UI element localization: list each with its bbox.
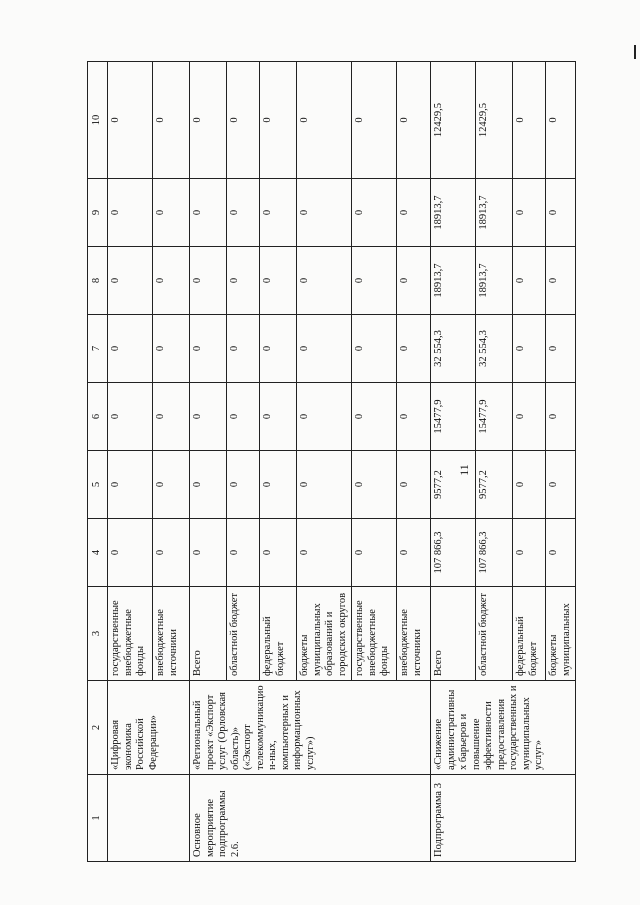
- value-cell: 0: [397, 519, 431, 587]
- value-cell: 0: [513, 519, 546, 587]
- value-cell: 0: [260, 315, 297, 383]
- value-cell: 0: [190, 451, 227, 519]
- program-cell: Основное мероприятие подпрограммы 2.6.: [190, 775, 431, 862]
- value-cell: 0: [260, 451, 297, 519]
- value-cell: 0: [227, 247, 260, 315]
- value-cell: 0: [190, 62, 227, 179]
- header-cell: 6: [88, 383, 108, 451]
- funding-table: [87, 61, 576, 862]
- value-cell: 0: [153, 451, 190, 519]
- value-cell: 0: [190, 315, 227, 383]
- value-cell: 0: [260, 62, 297, 179]
- value-cell: 0: [513, 315, 546, 383]
- header-row: [88, 62, 108, 862]
- value-cell: 0: [546, 62, 576, 179]
- value-cell: 0: [397, 179, 431, 247]
- value-cell: 9577,2: [476, 451, 513, 519]
- value-cell: 0: [297, 247, 352, 315]
- value-cell: 0: [352, 247, 397, 315]
- funding-source-cell: бюджеты муниципальных: [546, 587, 576, 681]
- value-cell: 0: [513, 247, 546, 315]
- value-cell: 0: [352, 62, 397, 179]
- value-cell: 0: [397, 315, 431, 383]
- table-row: [190, 62, 227, 862]
- value-cell: 0: [513, 62, 546, 179]
- program-title-cell: «Снижение административных барьеров и повышение эффективности предоставления государственных и муниципальных услуг»: [431, 681, 576, 775]
- value-cell: 0: [108, 519, 153, 587]
- value-cell: 0: [297, 62, 352, 179]
- value-cell: 0: [108, 179, 153, 247]
- value-cell: 0: [297, 451, 352, 519]
- value-cell: 0: [190, 179, 227, 247]
- funding-source-cell: федеральный бюджет: [513, 587, 546, 681]
- funding-source-cell: Всего: [431, 587, 476, 681]
- header-cell: 2: [88, 681, 108, 775]
- value-cell: 0: [153, 383, 190, 451]
- program-title-cell: «Цифровая экономика Российской Федерации»: [108, 681, 190, 775]
- funding-source-cell: областной бюджет: [227, 587, 260, 681]
- value-cell: 0: [260, 247, 297, 315]
- value-cell: 0: [352, 383, 397, 451]
- value-cell: 0: [108, 62, 153, 179]
- value-cell: 18913,7: [431, 179, 476, 247]
- funding-source-cell: внебюджетные источники: [397, 587, 431, 681]
- value-cell: 0: [153, 247, 190, 315]
- value-cell: 0: [546, 519, 576, 587]
- value-cell: 0: [352, 315, 397, 383]
- value-cell: 15477,9: [476, 383, 513, 451]
- value-cell: 12429,5: [431, 62, 476, 179]
- value-cell: 15477,9: [431, 383, 476, 451]
- value-cell: 0: [546, 315, 576, 383]
- value-cell: 0: [297, 383, 352, 451]
- value-cell: 0: [513, 451, 546, 519]
- value-cell: 0: [108, 451, 153, 519]
- program-cell: Подпрограмма 3: [431, 775, 576, 862]
- value-cell: 12429,5: [476, 62, 513, 179]
- header-cell: 1: [88, 775, 108, 862]
- value-cell: 107 866,3: [431, 519, 476, 587]
- header-cell: 5: [88, 451, 108, 519]
- program-title-cell: «Региональный проект «Экспорт услуг (Орловская область)» («Экспорт телекоммуникацион-ных, компьютерных и информационных услуг»): [190, 681, 431, 775]
- value-cell: 9577,2: [431, 451, 476, 519]
- value-cell: 0: [227, 179, 260, 247]
- value-cell: 0: [297, 519, 352, 587]
- value-cell: 107 866,3: [476, 519, 513, 587]
- page-number: 11: [457, 464, 471, 476]
- value-cell: 0: [297, 315, 352, 383]
- value-cell: 32 554,3: [431, 315, 476, 383]
- header-cell: 3: [88, 587, 108, 681]
- header-cell: 8: [88, 247, 108, 315]
- value-cell: 18913,7: [476, 247, 513, 315]
- rotated-table-container: [87, 62, 572, 862]
- table-row: [431, 62, 476, 862]
- value-cell: 0: [260, 519, 297, 587]
- value-cell: 0: [108, 315, 153, 383]
- value-cell: 0: [190, 519, 227, 587]
- value-cell: 0: [190, 247, 227, 315]
- value-cell: 32 554,3: [476, 315, 513, 383]
- funding-source-cell: областной бюджет: [476, 587, 513, 681]
- funding-source-cell: государственные внебюджетные фонды: [352, 587, 397, 681]
- value-cell: 0: [153, 315, 190, 383]
- value-cell: 0: [546, 179, 576, 247]
- value-cell: 18913,7: [431, 247, 476, 315]
- value-cell: 0: [397, 451, 431, 519]
- header-cell: 9: [88, 179, 108, 247]
- value-cell: 0: [397, 62, 431, 179]
- value-cell: 0: [352, 179, 397, 247]
- value-cell: 0: [190, 383, 227, 451]
- value-cell: 0: [352, 519, 397, 587]
- value-cell: 0: [108, 247, 153, 315]
- value-cell: 0: [513, 383, 546, 451]
- value-cell: 0: [260, 383, 297, 451]
- value-cell: 0: [546, 247, 576, 315]
- funding-source-cell: внебюджетные источники: [153, 587, 190, 681]
- value-cell: 0: [546, 383, 576, 451]
- value-cell: 0: [227, 451, 260, 519]
- value-cell: 0: [227, 315, 260, 383]
- funding-source-cell: государственные внебюджетные фонды: [108, 587, 153, 681]
- value-cell: 18913,7: [476, 179, 513, 247]
- value-cell: 0: [227, 383, 260, 451]
- value-cell: 0: [297, 179, 352, 247]
- value-cell: 0: [153, 62, 190, 179]
- value-cell: 0: [397, 247, 431, 315]
- value-cell: 0: [352, 451, 397, 519]
- value-cell: 0: [108, 383, 153, 451]
- value-cell: 0: [153, 519, 190, 587]
- value-cell: 0: [227, 62, 260, 179]
- value-cell: 0: [153, 179, 190, 247]
- program-cell: [108, 775, 190, 862]
- table-row: [108, 62, 153, 862]
- value-cell: 0: [227, 519, 260, 587]
- funding-source-cell: бюджеты муниципальных образований и городских округов: [297, 587, 352, 681]
- funding-source-cell: Всего: [190, 587, 227, 681]
- value-cell: 0: [546, 451, 576, 519]
- header-cell: 4: [88, 519, 108, 587]
- funding-source-cell: федеральный бюджет: [260, 587, 297, 681]
- value-cell: 0: [513, 179, 546, 247]
- header-cell: 7: [88, 315, 108, 383]
- edge-mark: [634, 45, 636, 59]
- value-cell: 0: [397, 383, 431, 451]
- value-cell: 0: [260, 179, 297, 247]
- header-cell: 10: [88, 62, 108, 179]
